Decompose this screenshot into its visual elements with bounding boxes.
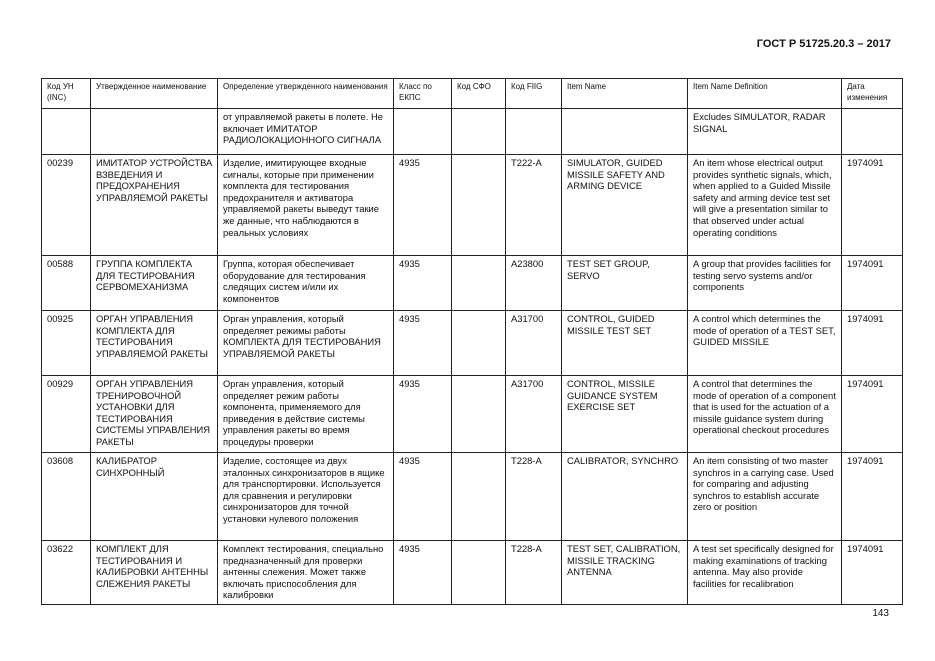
cell-item-name: TEST SET GROUP, SERVO	[562, 256, 688, 311]
cell-definition: Орган управления, который определяет режимы работы КОМПЛЕКТА ДЛЯ ТЕСТИРОВАНИЯ УПРАВЛЯЕМОЙ РАКЕТЫ	[218, 311, 394, 376]
cell-fiig-code: A23800	[506, 256, 562, 311]
cell-item-name: TEST SET, CALIBRATION, MISSILE TRACKING ANTENNA	[562, 541, 688, 605]
column-header-approved-name: Утвержденное наименование	[91, 79, 218, 109]
column-header-definition: Определение утвержденного наименования	[218, 79, 394, 109]
cell-definition: Орган управления, который определяет режим работы компонента, применяемого для приведения в действие системы управления ракеты во время процедуры проверки	[218, 376, 394, 453]
cell-approved-name	[91, 109, 218, 155]
cell-sfo-code	[452, 155, 506, 256]
cell-definition: Изделие, имитирующее входные сигналы, которые при применении комплекта для тестирования предохранителя и активатора управляемой ракеты выведут такие же данные, что наблюдаются в реальных условиях	[218, 155, 394, 256]
cell-fsc-class: 4935	[394, 311, 452, 376]
cell-fiig-code: T222-A	[506, 155, 562, 256]
cell-item-name-definition: Excludes SIMULATOR, RADAR SIGNAL	[688, 109, 842, 155]
cell-inc: 00239	[42, 155, 91, 256]
cell-change-date: 1974091	[842, 256, 903, 311]
column-header-item-name: Item Name	[562, 79, 688, 109]
column-header-sfo-code: Код СФО	[452, 79, 506, 109]
cell-approved-name: ГРУППА КОМПЛЕКТА ДЛЯ ТЕСТИРОВАНИЯ СЕРВОМЕХАНИЗМА	[91, 256, 218, 311]
cell-inc: 03622	[42, 541, 91, 605]
cell-change-date: 1974091	[842, 541, 903, 605]
cell-definition: Группа, которая обеспечивает оборудование для тестирования следящих систем и/или их компонентов	[218, 256, 394, 311]
cell-approved-name: ОРГАН УПРАВЛЕНИЯ ТРЕНИРОВОЧНОЙ УСТАНОВКИ ДЛЯ ТЕСТИРОВАНИЯ СИСТЕМЫ УПРАВЛЕНИЯ РАКЕТЫ	[91, 376, 218, 453]
cell-fiig-code: A31700	[506, 311, 562, 376]
cell-item-name-definition: An item whose electrical output provides synthetic signals, which, when applied to a Guided Missile safety and arming device test set will give a presentation similar to that observed under actual operating conditions	[688, 155, 842, 256]
cell-change-date: 1974091	[842, 453, 903, 541]
cell-change-date: 1974091	[842, 155, 903, 256]
nomenclature-table	[41, 78, 903, 605]
cell-fsc-class: 4935	[394, 453, 452, 541]
cell-fiig-code	[506, 109, 562, 155]
cell-inc: 03608	[42, 453, 91, 541]
cell-fsc-class: 4935	[394, 376, 452, 453]
cell-item-name: CONTROL, MISSILE GUIDANCE SYSTEM EXERCISE SET	[562, 376, 688, 453]
document-standard-header: ГОСТ Р 51725.20.3 – 2017	[756, 38, 891, 50]
table-row	[42, 155, 903, 256]
table-row	[42, 311, 903, 376]
table-row	[42, 109, 903, 155]
cell-sfo-code	[452, 256, 506, 311]
cell-sfo-code	[452, 453, 506, 541]
cell-definition: от управляемой ракеты в полете. Не включает ИМИТАТОР РАДИОЛОКАЦИОННОГО СИГНАЛА	[218, 109, 394, 155]
cell-fiig-code: T228-A	[506, 541, 562, 605]
cell-fsc-class	[394, 109, 452, 155]
column-header-inc: Код УН (INC)	[42, 79, 91, 109]
column-header-fiig-code: Код FIIG	[506, 79, 562, 109]
column-header-fsc-class: Класс по ЕКПС	[394, 79, 452, 109]
cell-item-name-definition: A group that provides facilities for testing servo systems and/or components	[688, 256, 842, 311]
cell-inc: 00925	[42, 311, 91, 376]
cell-item-name-definition: A control which determines the mode of operation of a TEST SET, GUIDED MISSILE	[688, 311, 842, 376]
cell-inc: 00929	[42, 376, 91, 453]
column-header-item-name-definition: Item Name Definition	[688, 79, 842, 109]
cell-fsc-class: 4935	[394, 256, 452, 311]
cell-fsc-class: 4935	[394, 541, 452, 605]
page-number: 143	[872, 608, 889, 619]
cell-item-name: SIMULATOR, GUIDED MISSILE SAFETY AND ARMING DEVICE	[562, 155, 688, 256]
cell-item-name	[562, 109, 688, 155]
column-header-change-date: Дата изменения	[842, 79, 903, 109]
cell-fiig-code: A31700	[506, 376, 562, 453]
table-row	[42, 453, 903, 541]
cell-approved-name: ОРГАН УПРАВЛЕНИЯ КОМПЛЕКТА ДЛЯ ТЕСТИРОВАНИЯ УПРАВЛЯЕМОЙ РАКЕТЫ	[91, 311, 218, 376]
cell-item-name-definition: A control that determines the mode of operation of a component that is used for the actuation of a missile guidance system during operational checkout procedures	[688, 376, 842, 453]
cell-approved-name: ИМИТАТОР УСТРОЙСТВА ВЗВЕДЕНИЯ И ПРЕДОХРАНЕНИЯ УПРАВЛЯЕМОЙ РАКЕТЫ	[91, 155, 218, 256]
cell-sfo-code	[452, 541, 506, 605]
cell-sfo-code	[452, 376, 506, 453]
cell-inc	[42, 109, 91, 155]
cell-change-date: 1974091	[842, 311, 903, 376]
table-header-row	[42, 79, 903, 109]
cell-fiig-code: T228-A	[506, 453, 562, 541]
cell-definition: Комплект тестирования, специально предназначенный для проверки антенны слежения. Может также включать приспособления для калибровки	[218, 541, 394, 605]
cell-approved-name: КАЛИБРАТОР СИНХРОННЫЙ	[91, 453, 218, 541]
cell-definition: Изделие, состоящее из двух эталонных синхронизаторов в ящике для транспортировки. Используется для сравнения и регулировки синхронизаторов для точной установки нулевого положения	[218, 453, 394, 541]
cell-sfo-code	[452, 311, 506, 376]
cell-item-name: CALIBRATOR, SYNCHRO	[562, 453, 688, 541]
cell-item-name-definition: An item consisting of two master synchros in a carrying case. Used for comparing and adjusting synchros to establish accurate zero or position	[688, 453, 842, 541]
cell-sfo-code	[452, 109, 506, 155]
table-row	[42, 256, 903, 311]
cell-inc: 00588	[42, 256, 91, 311]
table-row	[42, 541, 903, 605]
cell-change-date	[842, 109, 903, 155]
cell-change-date: 1974091	[842, 376, 903, 453]
cell-fsc-class: 4935	[394, 155, 452, 256]
cell-item-name-definition: A test set specifically designed for making examinations of tracking antenna. May also provide facilities for recalibration	[688, 541, 842, 605]
cell-approved-name: КОМПЛЕКТ ДЛЯ ТЕСТИРОВАНИЯ И КАЛИБРОВКИ АНТЕННЫ СЛЕЖЕНИЯ РАКЕТЫ	[91, 541, 218, 605]
table-row	[42, 376, 903, 453]
cell-item-name: CONTROL, GUIDED MISSILE TEST SET	[562, 311, 688, 376]
